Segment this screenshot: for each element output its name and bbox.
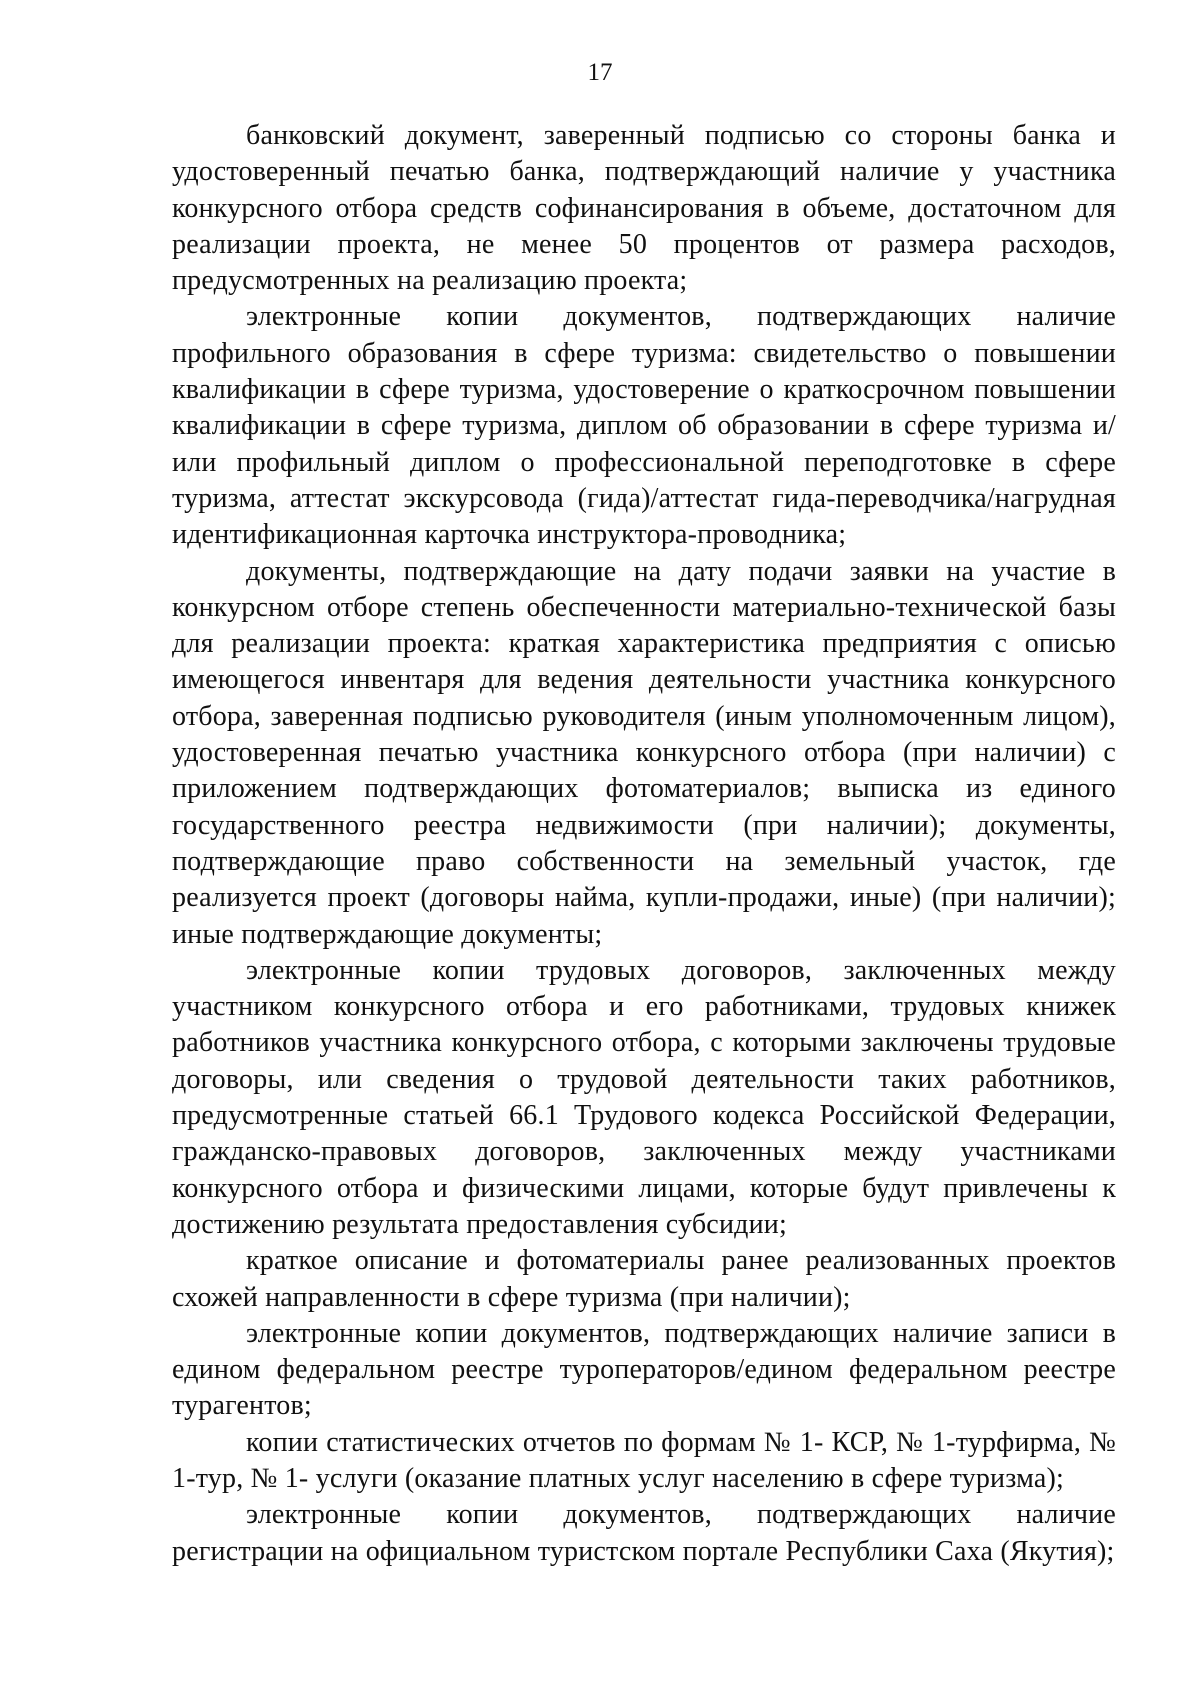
paragraph-labor-contracts: электронные копии трудовых договоров, заключенных между участником конкурсного отбора и его работниками, трудовых книжек работников участника конкурсного отбора, с которыми заключены трудовые договоры, или сведения о трудовой деятельности таких работников, предусмотренные статьей 66.1 Трудового кодекса Российской Федерации, гражданско-правовых договоров, заключенных между участниками конкурсного отбора и физическими лицами, которые будут привлечены к достижению результата предоставления субсидии; bbox=[172, 954, 1116, 1240]
paragraph-previous-projects: краткое описание и фотоматериалы ранее реализованных проектов схожей направленности в сфере туризма (при наличии); bbox=[172, 1245, 1116, 1313]
document-body bbox=[172, 118, 1116, 1570]
paragraph-federal-registry: электронные копии документов, подтверждающих наличие записи в едином федеральном реестре туроператоров/едином федеральном реестре турагентов; bbox=[172, 1317, 1116, 1422]
paragraph-bank-document: банковский документ, заверенный подписью со стороны банка и удостоверенный печатью банка, подтверждающий наличие у участника конкурсного отбора средств софинансирования в объеме, достаточном для реализации проекта, не менее 50 процентов от размера расходов, предусмотренных на реализацию проекта; bbox=[172, 120, 1116, 297]
paragraph-material-base: документы, подтверждающие на дату подачи заявки на участие в конкурсном отборе степень обеспеченности материально-технической базы для реализации проекта: краткая характеристика предприятия с описью имеющегося инвентаря для ведения деятельности участника конкурсного отбора, заверенная подписью руководителя (иным уполномоченным лицом), удостоверенная печатью участника конкурсного отбора (при наличии) с приложением подтверждающих фотоматериалов; выписка из единого государственного реестра недвижимости (при наличии); документы, подтверждающие право собственности на земельный участок, где реализуется проект (договоры найма, купли-продажи, иные) (при наличии); иные подтверждающие документы; bbox=[172, 555, 1116, 950]
paragraph-statistical-reports: копии статистических отчетов по формам № 1- КСР, № 1-турфирма, № 1-тур, № 1- услуги (оказание платных услуг населению в сфере туризма); bbox=[172, 1426, 1116, 1494]
paragraph-tourism-education: электронные копии документов, подтверждающих наличие профильного образования в сфере туризма: свидетельство о повышении квалификации в сфере туризма, удостоверение о краткосрочном повышении квалификации в сфере туризма, диплом об образовании в сфере туризма и/или профильный диплом о профессиональной переподготовке в сфере туризма, аттестат экскурсовода (гида)/аттестат гида-переводчика/нагрудная идентификационная карточка инструктора-проводника; bbox=[172, 301, 1116, 551]
page-number: 17 bbox=[587, 59, 613, 86]
paragraph-tourist-portal: электронные копии документов, подтверждающих наличие регистрации на официальном туристском портале Республики Саха (Якутия); bbox=[172, 1499, 1116, 1567]
